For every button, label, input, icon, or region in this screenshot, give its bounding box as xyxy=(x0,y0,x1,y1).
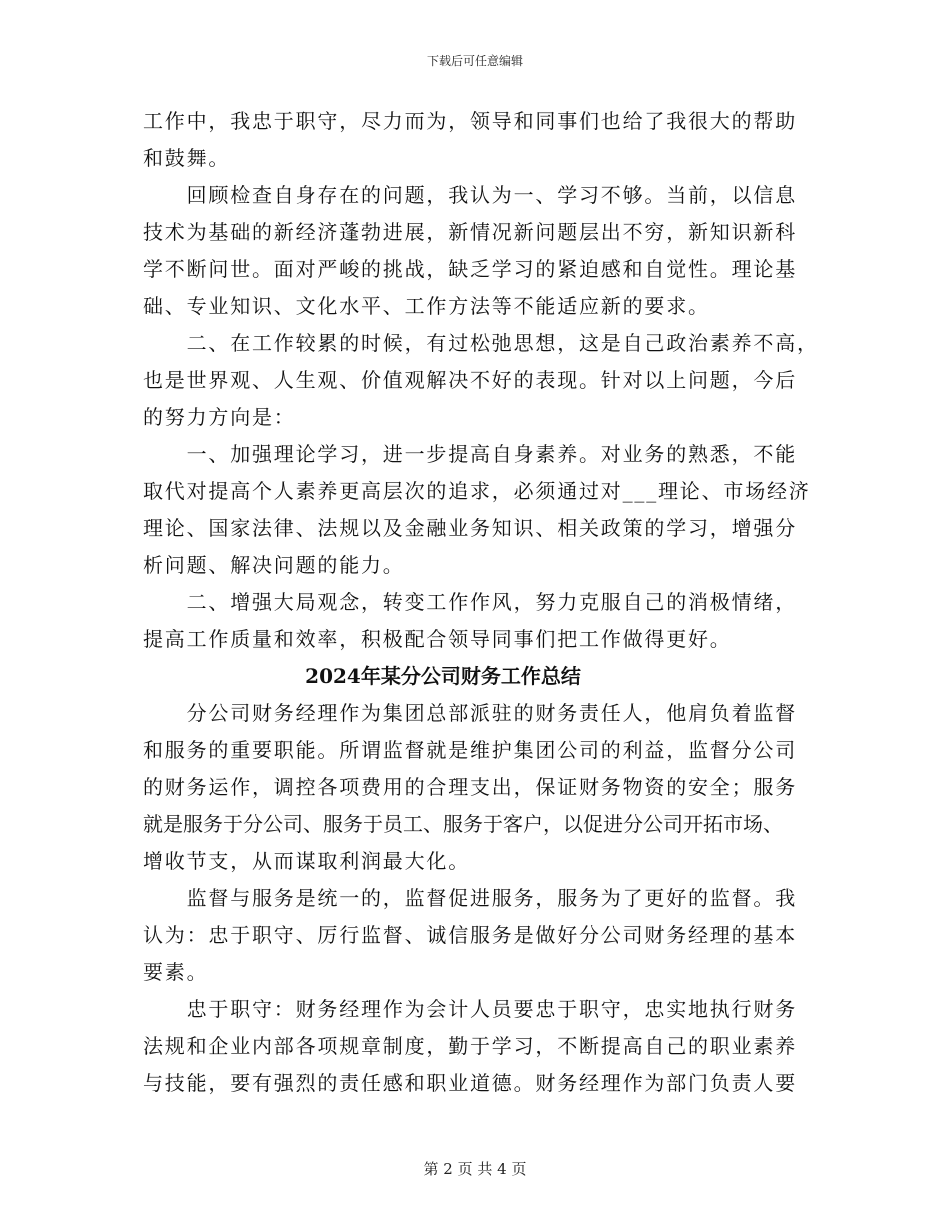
paragraph-line: 二、增强大局观念，转变工作作风，努力克服自己的消极情绪， xyxy=(143,590,797,614)
paragraph-line: 工作中，我忠于职守，尽力而为，领导和同事们也给了我很大的帮助 xyxy=(143,109,797,133)
page-number-footer: 第 2 页 共 4 页 xyxy=(423,1160,527,1178)
paragraph-line: 的努力方向是： xyxy=(143,405,296,429)
paragraph-line: 的财务运作，调控各项费用的合理支出，保证财务物资的安全；服务 xyxy=(143,775,797,799)
paragraph-line: 回顾检查自身存在的问题，我认为一、学习不够。当前，以信息 xyxy=(143,183,797,207)
paragraph-line: 理论、国家法律、法规以及金融业务知识、相关政策的学习，增强分 xyxy=(143,516,797,540)
paragraph-line: 忠于职守：财务经理作为会计人员要忠于职守，忠实地执行财务 xyxy=(143,997,797,1021)
paragraph-line: 和服务的重要职能。所谓监督就是维护集团公司的利益，监督分公司 xyxy=(143,738,797,762)
paragraph-line: 和鼓舞。 xyxy=(143,146,231,170)
paragraph-line: 监督与服务是统一的，监督促进服务，服务为了更好的监督。我 xyxy=(143,886,797,910)
paragraph-line: 就是服务于分公司、服务于员工、服务于客户，以促进分公司开拓市场、 xyxy=(143,812,783,836)
paragraph-line: 要素。 xyxy=(143,960,209,984)
paragraph-line: 提高工作质量和效率，积极配合领导同事们把工作做得更好。 xyxy=(143,627,732,651)
paragraph-line: 析问题、解决问题的能力。 xyxy=(143,553,405,577)
paragraph-line: 础、专业知识、文化水平、工作方法等不能适应新的要求。 xyxy=(143,294,710,318)
paragraph-line: 二、在工作较累的时候，有过松弛思想，这是自己政治素养不高， xyxy=(143,331,819,355)
paragraph-line: 取代对提高个人素养更高层次的追求，必须通过对___理论、市场经济 xyxy=(143,479,811,503)
paragraph-line: 与技能，要有强烈的责任感和职业道德。财务经理作为部门负责人要 xyxy=(143,1071,797,1095)
paragraph-line: 学不断问世。面对严峻的挑战，缺乏学习的紧迫感和自觉性。理论基 xyxy=(143,257,797,281)
page-header: 下载后可任意编辑 xyxy=(426,54,523,68)
paragraph-line: 一、加强理论学习，进一步提高自身素养。对业务的熟悉，不能 xyxy=(143,442,797,466)
paragraph-line: 增收节支，从而谋取利润最大化。 xyxy=(143,849,470,873)
section-title: 2024年某分公司财务工作总结 xyxy=(305,664,581,688)
paragraph-line: 法规和企业内部各项规章制度，勤于学习，不断提高自己的职业素养 xyxy=(143,1034,797,1058)
paragraph-line: 认为：忠于职守、厉行监督、诚信服务是做好分公司财务经理的基本 xyxy=(143,923,797,947)
paragraph-line: 也是世界观、人生观、价值观解决不好的表现。针对以上问题，今后 xyxy=(143,368,797,392)
paragraph-line: 分公司财务经理作为集团总部派驻的财务责任人，他肩负着监督 xyxy=(143,701,797,725)
paragraph-line: 技术为基础的新经济蓬勃进展，新情况新问题层出不穷，新知识新科 xyxy=(143,220,797,244)
document-body xyxy=(143,103,823,1102)
